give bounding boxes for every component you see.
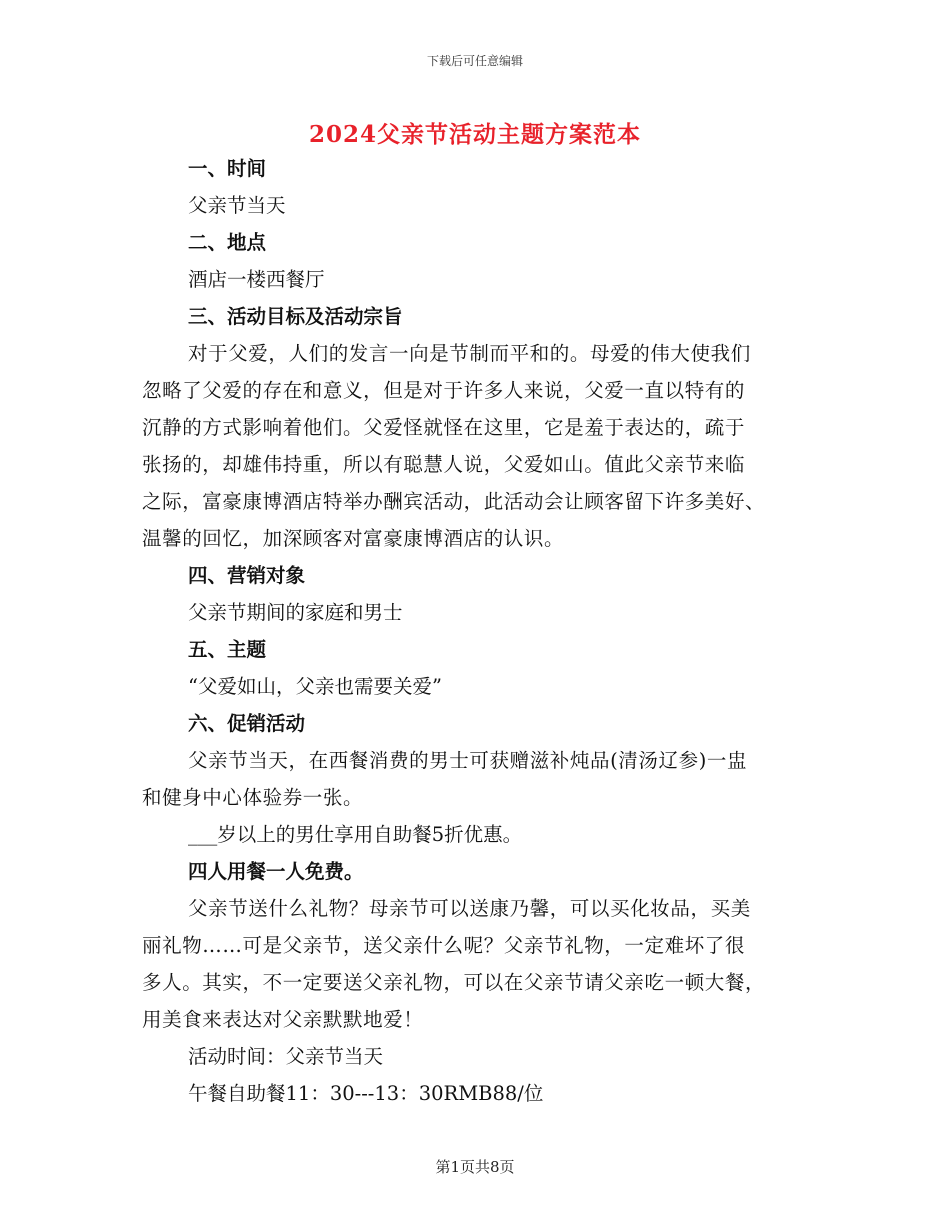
gift-paragraph <box>142 890 810 1038</box>
section-heading-goal: 三、活动目标及活动宗旨 <box>188 305 403 328</box>
paragraph-line: 用美食来表达对父亲默默地爱！ <box>142 1008 424 1031</box>
paragraph-line: 温馨的回忆，加深顾客对富豪康博酒店的认识。 <box>142 527 565 550</box>
document-body <box>142 150 810 1112</box>
place-text: 酒店一楼西餐厅 <box>188 268 325 291</box>
promo-paragraph <box>142 742 810 816</box>
theme-text: “父爱如山，父亲也需要关爱” <box>188 675 442 698</box>
section-heading-promo: 六、促销活动 <box>188 712 306 735</box>
header-note: 下载后可任意编辑 <box>426 54 523 68</box>
target-text: 父亲节期间的家庭和男士 <box>188 601 403 624</box>
paragraph-line: 父亲节当天，在西餐消费的男士可获赠滋补炖品(清汤辽参)一盅 <box>188 749 748 772</box>
section-heading-target: 四、营销对象 <box>188 564 306 587</box>
paragraph-line: 多人。其实，不一定要送父亲礼物，可以在父亲节请父亲吃一顿大餐， <box>142 971 766 994</box>
paragraph-line: 父亲节送什么礼物？母亲节可以送康乃馨，可以买化妆品，买美 <box>188 897 751 920</box>
activity-time-text: 活动时间：父亲节当天 <box>188 1045 384 1068</box>
time-text: 父亲节当天 <box>188 194 286 217</box>
page-number: 第1页共8页 <box>435 1158 515 1176</box>
paragraph-line: 对于父爱，人们的发言一向是节制而平和的。母爱的伟大使我们 <box>188 342 751 365</box>
paragraph-line: 张扬的，却雄伟持重，所以有聪慧人说，父爱如山。值此父亲节来临 <box>142 453 746 476</box>
document-title: 2024父亲节活动主题方案范本 <box>308 121 641 148</box>
paragraph-line: 丽礼物……可是父亲节，送父亲什么呢？父亲节礼物，一定难坏了很 <box>142 934 746 957</box>
paragraph-line: 忽略了父爱的存在和意义，但是对于许多人来说，父爱一直以特有的 <box>142 379 746 402</box>
section-heading-place: 二、地点 <box>188 231 267 254</box>
paragraph-line: 和健身中心体验券一张。 <box>142 786 364 809</box>
section-heading-time: 一、时间 <box>188 157 267 180</box>
lunch-text: 午餐自助餐11：30---13：30RMB88/位 <box>188 1082 544 1105</box>
goal-paragraph <box>142 335 810 557</box>
paragraph-line: 沉静的方式影响着他们。父爱怪就怪在这里，它是羞于表达的，疏于 <box>142 416 746 439</box>
paragraph-line: 之际，富豪康博酒店特举办酬宾活动，此活动会让顾客留下许多美好、 <box>142 490 766 513</box>
promo-age-text: ___岁以上的男仕享用自助餐5折优惠。 <box>188 823 523 846</box>
promo-free-text: 四人用餐一人免费。 <box>188 860 364 883</box>
section-heading-theme: 五、主题 <box>188 638 267 661</box>
